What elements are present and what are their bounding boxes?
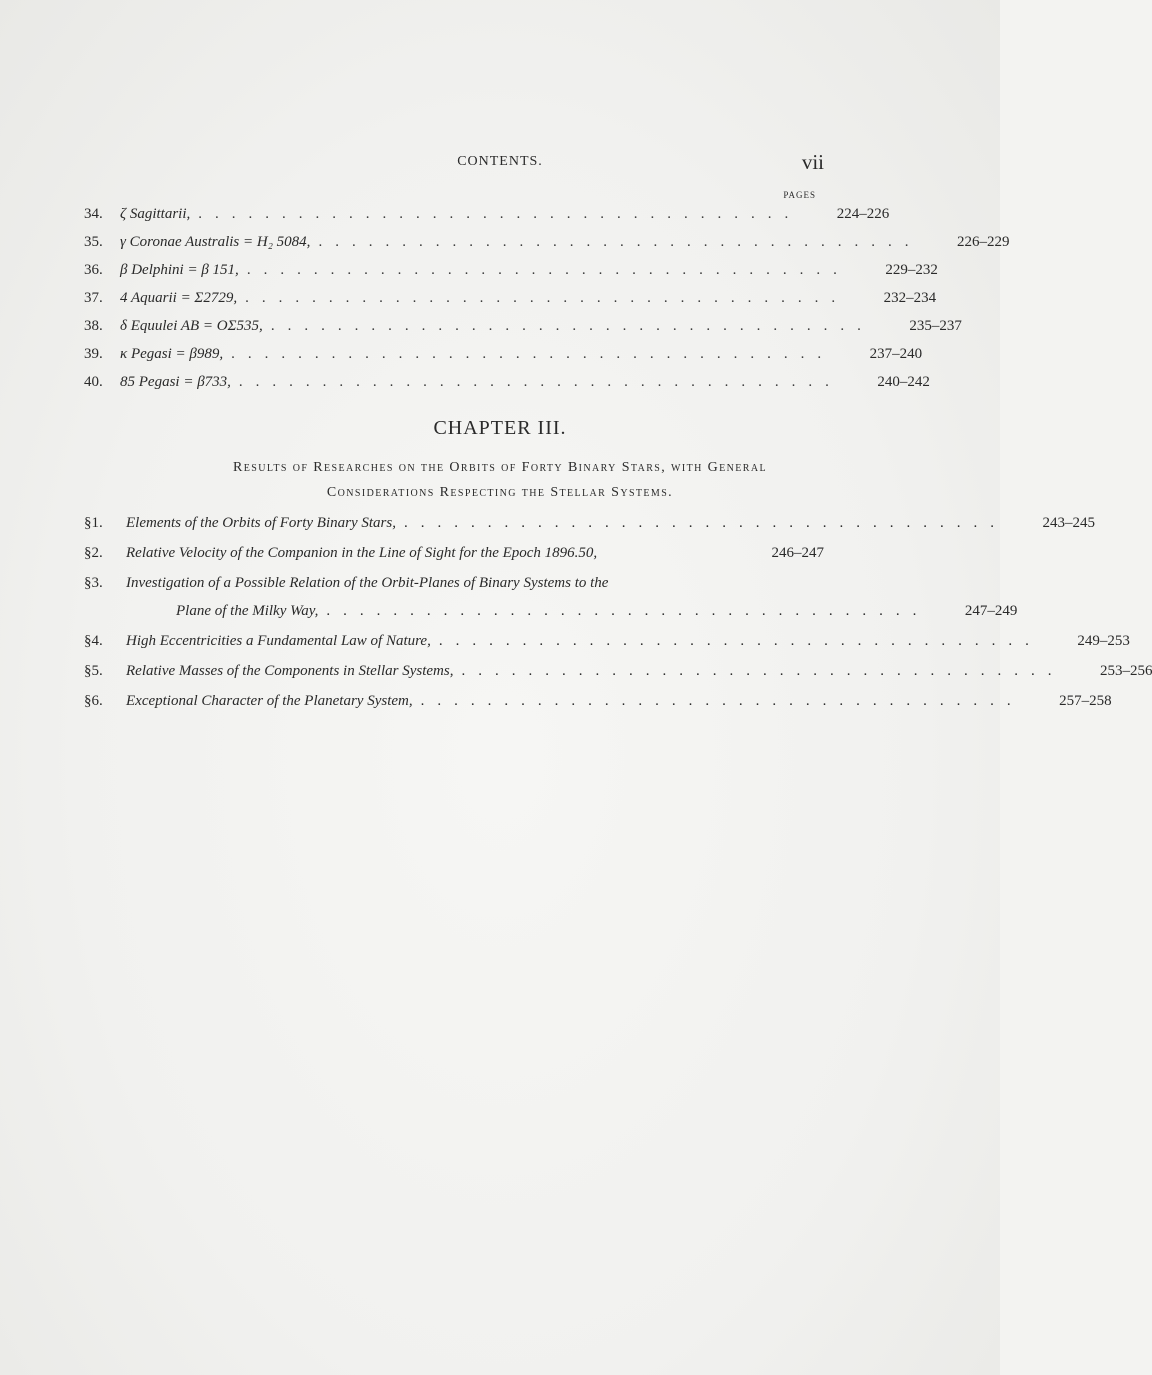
pages-column-label: PAGES [783, 190, 816, 200]
section-pages: 249–253 [1077, 633, 1130, 649]
chapter-heading: CHAPTER III. [433, 417, 567, 439]
list-item [84, 259, 938, 287]
section-pages: 246–247 [771, 545, 824, 561]
entry-title: ζ Sagittarii, [120, 206, 191, 222]
list-item [84, 371, 930, 399]
list-item [84, 542, 824, 572]
section-number: §5. [84, 663, 103, 679]
list-item [84, 343, 923, 371]
list-item [84, 231, 1010, 259]
section-title: Elements of the Orbits of Forty Binary Stars, [126, 515, 396, 531]
entry-pages: 235–237 [909, 318, 962, 334]
dot-leader: .................................... [231, 346, 835, 362]
entry-pages: 237–240 [869, 346, 923, 362]
entry-number: 35. [84, 234, 103, 250]
entry-title: κ Pegasi = β989, [120, 346, 224, 362]
dot-leader: .................................... [245, 290, 849, 306]
entry-pages: 226–229 [956, 234, 1010, 250]
entry-title: β Delphini = β 151, [120, 262, 239, 278]
chapter-subtitle-line: Considerations Respecting the Stellar Systems. [326, 485, 674, 500]
dot-leader: .................................... [246, 262, 850, 278]
section-title: Relative Velocity of the Companion in the Line of Sight for the Epoch 1896.50, [126, 545, 598, 561]
list-item [84, 203, 890, 231]
list-item [84, 690, 1112, 720]
list-item [84, 660, 1152, 690]
section-title: Exceptional Character of the Planetary System, [126, 693, 413, 709]
dot-leader: .................................... [438, 633, 1042, 649]
dot-leader: .................................... [270, 318, 874, 334]
page-number: vii [801, 150, 824, 174]
entry-list [84, 203, 1010, 399]
list-item [84, 512, 1095, 542]
entry-number: 37. [84, 290, 103, 306]
entry-pages: 240–242 [877, 374, 930, 390]
dot-leader: .................................... [318, 234, 922, 250]
section-number: §4. [84, 633, 103, 649]
section-title-continued: Plane of the Milky Way, [176, 603, 319, 619]
entry-number: 34. [84, 206, 103, 222]
section-continuation-row [176, 600, 1018, 622]
entry-number: 36. [84, 262, 103, 278]
dot-leader: .................................... [238, 374, 842, 390]
section-title: Relative Masses of the Components in Stellar Systems, [126, 663, 454, 679]
dot-leader: .................................... [420, 693, 1024, 709]
running-title: CONTENTS. [457, 154, 543, 169]
dot-leader: .................................... [198, 206, 802, 222]
list-item [84, 315, 962, 343]
list-item [84, 287, 937, 315]
running-head [0, 150, 1000, 174]
dot-leader: .................................... [461, 663, 1065, 679]
entry-title: 4 Aquarii = Σ2729, [120, 290, 238, 306]
section-pages: 257–258 [1059, 693, 1112, 709]
list-item [84, 630, 1130, 660]
section-number: §2. [84, 545, 103, 561]
entry-title: γ Coronae Australis = H₂ 5084, [120, 234, 311, 250]
section-pages: 247–249 [964, 603, 1018, 619]
entry-number: 38. [84, 318, 103, 334]
list-item [84, 572, 1018, 630]
section-list [84, 512, 1152, 720]
dot-leader: .................................... [326, 603, 930, 619]
chapter-subtitle [100, 455, 900, 505]
entry-title: 85 Pegasi = β733, [120, 374, 231, 390]
section-number: §3. [84, 575, 103, 591]
entry-title: δ Equulei AB = OΣ535, [120, 318, 263, 334]
section-title: High Eccentricities a Fundamental Law of Nature, [126, 633, 431, 649]
entry-number: 40. [84, 374, 103, 390]
section-title: Investigation of a Possible Relation of the Orbit-Planes of Binary Systems to the [126, 575, 609, 591]
entry-pages: 224–226 [836, 206, 890, 222]
entry-number: 39. [84, 346, 103, 362]
section-pages: 253–256 [1099, 663, 1152, 679]
dot-leader: .................................... [403, 515, 1007, 531]
section-number: §6. [84, 693, 103, 709]
section-number: §1. [84, 515, 103, 531]
entry-pages: 229–232 [885, 262, 938, 278]
entry-pages: 232–234 [883, 290, 937, 306]
chapter-subtitle-line: Results of Researches on the Orbits of Forty Binary Stars, with General [232, 460, 767, 475]
section-pages: 243–245 [1042, 515, 1095, 531]
